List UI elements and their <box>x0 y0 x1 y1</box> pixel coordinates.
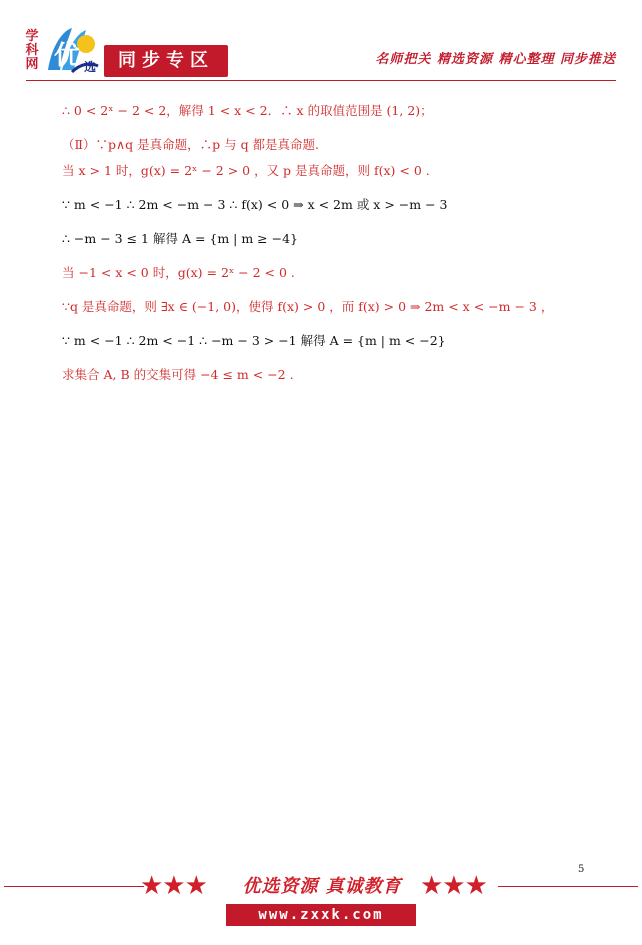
footer-url-link[interactable]: www.zxxk.com <box>226 904 416 926</box>
page-footer <box>0 860 642 945</box>
solution-line: ∵ m < −1 ∴ 2m < −1 ∴ −m − 3 > −1 解得 A = {m | m < −2} <box>62 333 446 348</box>
brand-vertical-text: 学科网 <box>25 29 39 72</box>
star-icon-group-right: ★★★ <box>420 871 487 901</box>
solution-line: 求集合 A, B 的交集可得 −4 ≤ m < −2 . <box>62 367 294 382</box>
header-slogan: 名师把关 精选资源 精心整理 同步推送 <box>375 52 616 67</box>
page-header <box>0 0 642 92</box>
zone-label: 同步专区 <box>104 45 228 77</box>
page-number: 5 <box>578 864 585 875</box>
solution-line: ∵ m < −1 ∴ 2m < −m − 3 ∴ f(x) < 0 ⇒ x < 2m 或 x > −m − 3 <box>62 197 448 212</box>
solution-line: 当 x > 1 时，g(x) = 2ˣ − 2 > 0 ，又 p 是真命题，则 f(x) < 0 . <box>62 163 430 178</box>
solution-line: ∵q 是真命题，则 ∃x ∈ (−1, 0)，使得 f(x) > 0 ，而 f(x) > 0 ⇒ 2m < x < −m − 3 ， <box>62 299 554 314</box>
footer-divider-left <box>4 886 144 887</box>
brand-suffix: 选 <box>84 60 97 74</box>
solution-line: ∴ 0 < 2ˣ − 2 < 2，解得 1 < x < 2．∴ x 的取值范围是 (1, 2)； <box>62 103 433 118</box>
header-divider <box>26 80 616 81</box>
star-icon-group-left: ★★★ <box>140 871 207 901</box>
footer-divider-right <box>498 886 638 887</box>
solution-line: ∴ −m − 3 ≤ 1 解得 A = {m | m ≥ −4} <box>62 231 299 246</box>
footer-slogan: 优选资源 真诚教育 <box>242 876 402 897</box>
solution-line: （Ⅱ）∵p∧q 是真命题，∴p 与 q 都是真命题. <box>62 137 320 152</box>
brand-mark-char: 优 <box>54 41 81 71</box>
solution-line: 当 −1 < x < 0 时，g(x) = 2ˣ − 2 < 0 . <box>62 265 295 280</box>
